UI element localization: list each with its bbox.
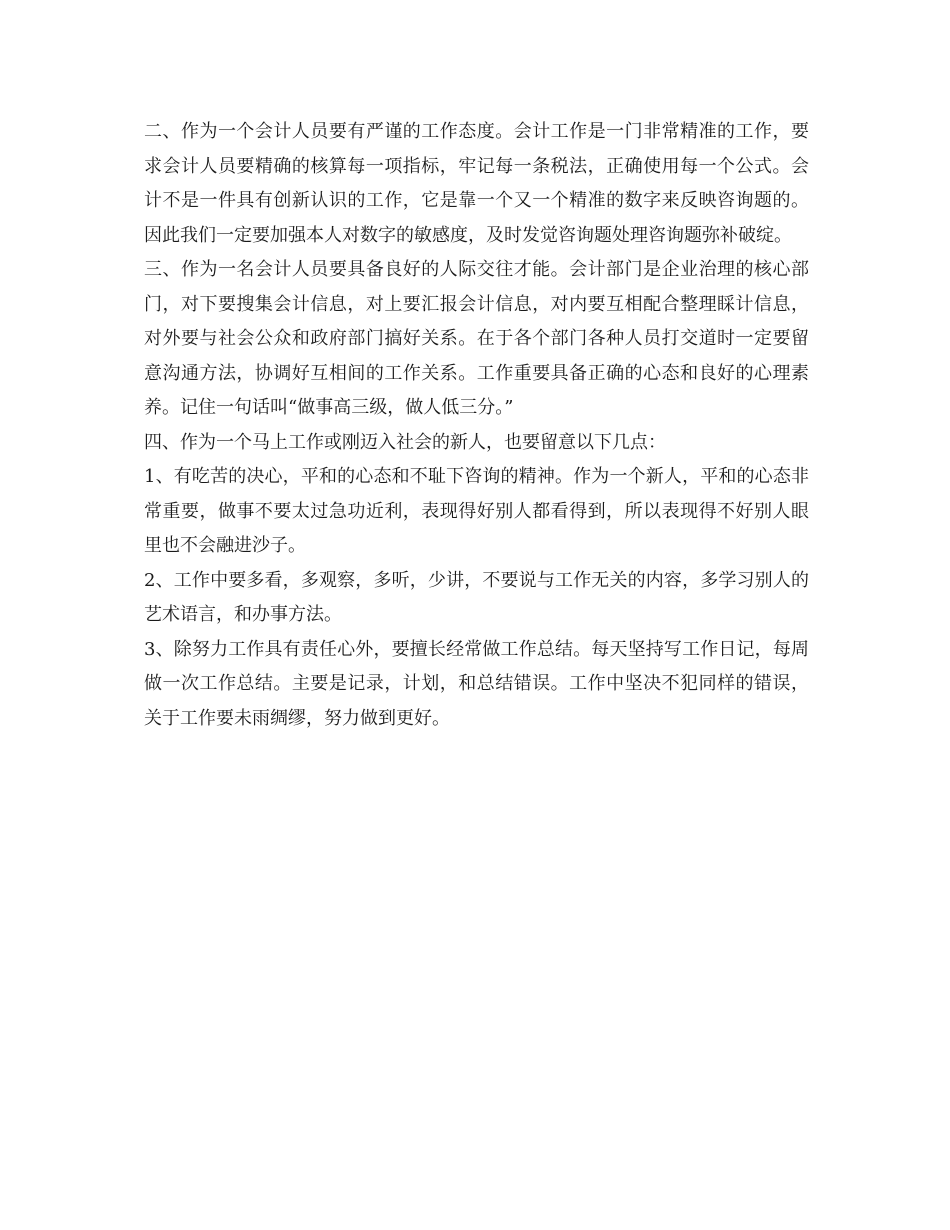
paragraph-point-3: 3、除努力工作具有责任心外，要擅长经常做工作总结。每天坚持写工作日记，每周做一次工作总结。主要是记录，计划，和总结错误。工作中坚决不犯同样的错误，关于工作要未雨绸缪，努力做到更好。 bbox=[144, 638, 809, 729]
paragraph-attitude: 二、作为一个会计人员要有严谨的工作态度。会计工作是一门非常精准的工作，要求会计人员要精确的核算每一项指标，牢记每一条税法，正确使用每一个公式。会计不是一件具有创新认识的工作，它是靠一个又一个精准的数字来反映咨询题的。因此我们一定要加强本人对数字的敏感度，及时发觉咨询题处理咨询题弥补破绽。 bbox=[144, 121, 809, 246]
paragraph-communication: 三、作为一名会计人员要具备良好的人际交往才能。会计部门是企业治理的核心部门，对下要搜集会计信息，对上要汇报会计信息，对内要互相配合整理睬计信息，对外要与社会公众和政府部门搞好关系。在于各个部门各种人员打交道时一定要留意沟通方法，协调好互相间的工作关系。工作重要具备正确的心态和良好的心理素养。记住一句话叫“做事高三级，做人低三分。” bbox=[144, 259, 809, 418]
paragraph-newcomer-intro: 四、作为一个马上工作或刚迈入社会的新人，也要留意以下几点： bbox=[144, 431, 666, 453]
paragraph-point-2: 2、工作中要多看，多观察，多听，少讲，不要说与工作无关的内容，多学习别人的艺术语言，和办事方法。 bbox=[144, 569, 809, 625]
paragraph-point-1: 1、有吃苦的决心，平和的心态和不耻下咨询的精神。作为一个新人，平和的心态非常重要，做事不要太过急功近利，表现得好别人都看得到，所以表现得不好别人眼里也不会融进沙子。 bbox=[144, 466, 809, 556]
document-body bbox=[144, 115, 809, 736]
